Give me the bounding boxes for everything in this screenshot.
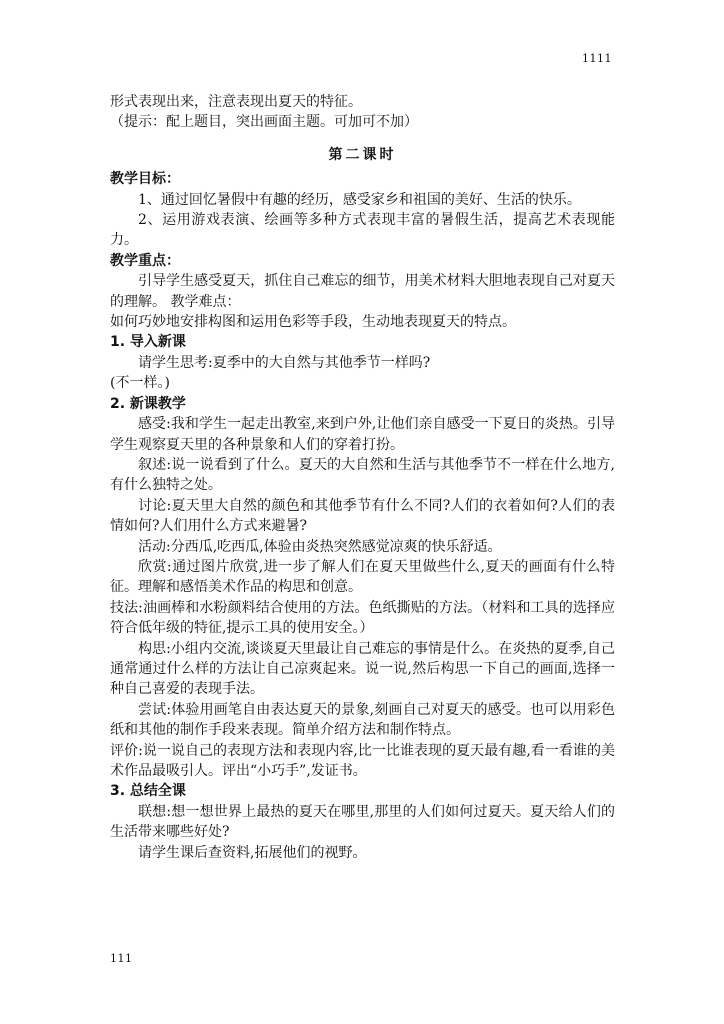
paragraph-feel: 感受:我和学生一起走出教室,来到户外,让他们亲自感受一下夏日的炎热。引导学生观察夏天里的各种景象和人们的穿着打扮。	[110, 416, 615, 453]
section-1-answer: (不一样。)	[110, 375, 170, 392]
section-2-heading: 2. 新课教学	[110, 395, 186, 412]
goals-heading: 教学目标：	[110, 171, 180, 188]
paragraph-associate: 联想:想一想世界上最热的夏天在哪里,那里的人们如何过夏天。夏天给人们的生活带来哪些好处?	[110, 803, 615, 841]
paragraph-technique: 技法:油画棒和水粉颜料结合使用的方法。色纸撕贴的方法。（材料和工具的选择应符合低年级的特征,提示工具的使用安全。）	[110, 599, 615, 637]
document-body	[110, 92, 615, 863]
intro-line-1: 形式表现出来，注意表现出夏天的特征。	[110, 94, 362, 110]
section-3-heading: 3. 总结全课	[110, 783, 186, 800]
paragraph-homework: 请学生课后查资料,拓展他们的视野。	[138, 844, 367, 861]
key-points-text: 引导学生感受夏天，抓住自己难忘的细节，用美术材料大胆地表现自己对夏天的理解。 教学难点：	[110, 273, 615, 310]
paragraph-evaluate: 评价:说一说自己的表现方法和表现内容,比一比谁表现的夏天最有趣,看一看谁的美术作品最吸引人。评出“小巧手”,发证书。	[110, 742, 615, 779]
section-1-question: 请学生思考:夏季中的大自然与其他季节一样吗?	[138, 354, 431, 371]
paragraph-activity: 活动:分西瓜,吃西瓜,体验由炎热突然感觉凉爽的快乐舒适。	[138, 538, 502, 555]
key-points-heading: 教学重点：	[110, 252, 180, 269]
goal-item-1: 1、通过回忆暑假中有趣的经历，感受家乡和祖国的美好、生活的快乐。	[138, 191, 581, 208]
paragraph-concept: 构思:小组内交流,谈谈夏天里最让自己难忘的事情是什么。在炎热的夏季,自己通常通过什么样的方法让自己凉爽起来。说一说,然后构思一下自己的画面,选择一种自己喜爱的表现手法。	[110, 640, 615, 698]
difficulty-text: 如何巧妙地安排构图和运用色彩等手段，生动地表现夏天的特点。	[110, 314, 516, 331]
lesson-title: 第二课时	[328, 146, 397, 163]
paragraph-try: 尝试:体验用画笔自由表达夏天的景象,刻画自己对夏天的感受。也可以用彩色纸和其他的制作手段来表现。简单介绍方法和制作特点。	[110, 701, 615, 739]
paragraph-discuss: 讨论:夏天里大自然的颜色和其他季节有什么不同?人们的衣着如何?人们的表情如何?人们用什么方式来避暑?	[110, 497, 615, 535]
page-number-top: 1111	[582, 52, 612, 65]
intro-hint: （提示：配上题目，突出画面主题。可加可不加）	[110, 114, 418, 131]
paragraph-appreciate: 欣赏:通过图片欣赏,进一步了解人们在夏天里做些什么,夏天的画面有什么特征。理解和感悟美术作品的构思和创意。	[110, 558, 615, 596]
page-number-bottom: 111	[110, 952, 133, 965]
paragraph-narrate: 叙述:说一说看到了什么。夏天的大自然和生活与其他季节不一样在什么地方,有什么独特之处。	[110, 456, 615, 494]
section-1-heading: 1. 导入新课	[110, 334, 186, 351]
goal-item-2: 2、运用游戏表演、绘画等多种方式表现丰富的暑假生活，提高艺术表现能力。	[110, 212, 615, 249]
